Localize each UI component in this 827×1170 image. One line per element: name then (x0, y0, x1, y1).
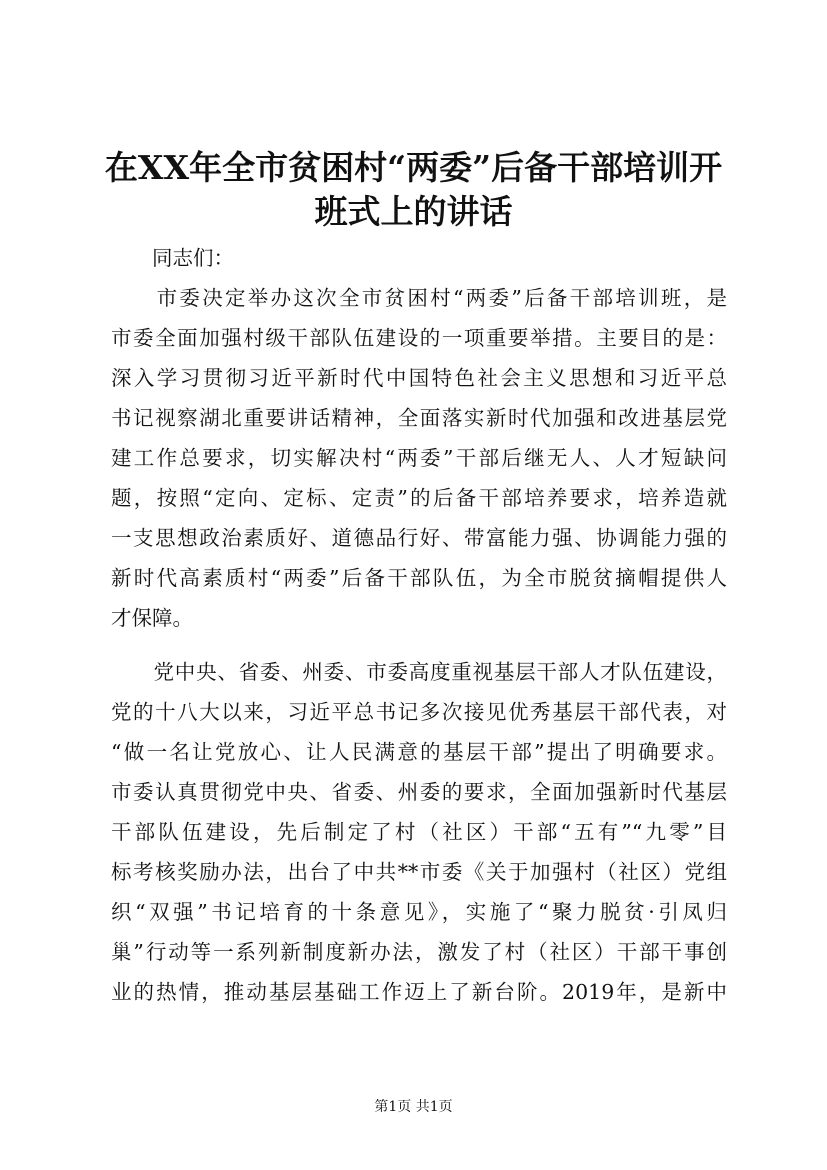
body-line: 建工作总要求，切实解决村“两委”干部后继无人、人才短缺问 (111, 446, 727, 470)
body-line: 新时代高素质村“两委”后备干部队伍，为全市脱贫摘帽提供人 (111, 566, 727, 590)
body-line: 市委认真贯彻党中央、省委、州委的要求，全面加强新时代基层 (111, 780, 727, 804)
body-line: 书记视察湖北重要讲话精神，全面落实新时代加强和改进基层党 (111, 406, 727, 430)
page-footer: 第1页 共1页 (374, 1099, 453, 1115)
body-line: “做一名让党放心、让人民满意的基层干部”提出了明确要求。 (111, 740, 727, 764)
body-line: 深入学习贯彻习近平新时代中国特色社会主义思想和习近平总 (111, 366, 727, 390)
body-line: 市委决定举办这次全市贫困村“两委”后备干部培训班，是 (111, 286, 727, 310)
body-line: 织“双强”书记培育的十条意见》，实施了“聚力脱贫·引凤归 (111, 900, 727, 924)
body-line: 党中央、省委、州委、市委高度重视基层干部人才队伍建设， (111, 660, 727, 684)
document-title-line-1: 在XX年全市贫困村“两委”后备干部培训开 (104, 148, 723, 187)
body-line: 一支思想政治素质好、道德品行好、带富能力强、协调能力强的 (111, 526, 727, 550)
body-line: 党的十八大以来，习近平总书记多次接见优秀基层干部代表，对 (111, 700, 727, 724)
body-line: 巢”行动等一系列新制度新办法，激发了村（社区）干部干事创 (111, 940, 727, 964)
body-line: 干部队伍建设，先后制定了村（社区）干部“五有”“九零”目 (111, 820, 727, 844)
document-title-line-2: 班式上的讲话 (314, 192, 513, 231)
body-line: 业的热情，推动基层基础工作迈上了新台阶。2019年，是新中 (111, 980, 727, 1004)
body-line: 市委全面加强村级干部队伍建设的一项重要举措。主要目的是： (111, 326, 727, 350)
body-line: 题，按照“定向、定标、定责”的后备干部培养要求，培养造就 (111, 486, 727, 510)
body-line: 才保障。 (111, 606, 193, 630)
salutation: 同志们： (111, 246, 234, 270)
body-line: 标考核奖励办法，出台了中共**市委《关于加强村（社区）党组 (111, 860, 727, 884)
